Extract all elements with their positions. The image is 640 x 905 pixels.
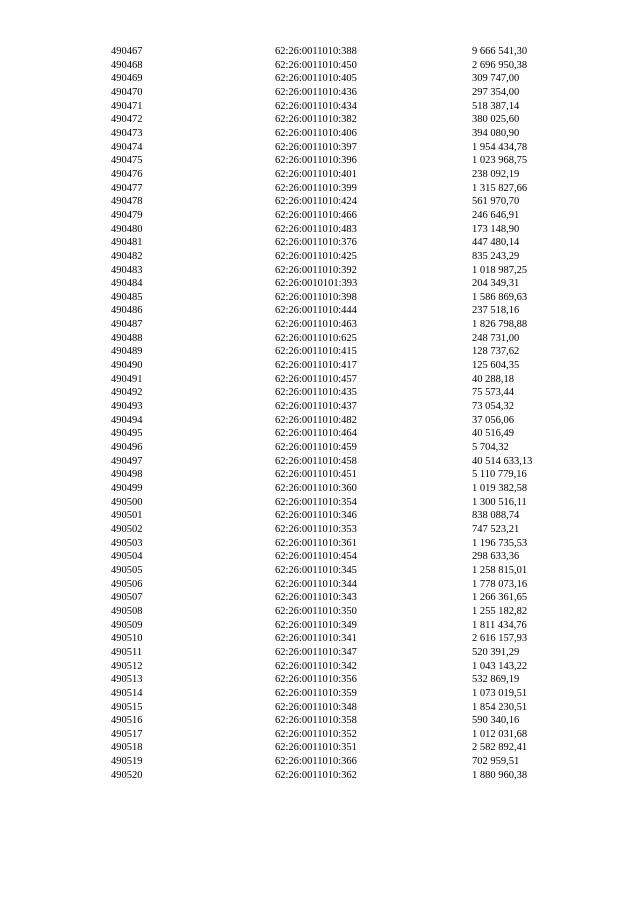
table-row	[0, 482, 640, 496]
table-row	[0, 277, 640, 291]
table-row	[0, 141, 640, 155]
row-number: 490493	[111, 401, 143, 413]
table-row	[0, 455, 640, 469]
cadastral-number: 62:26:0011010:435	[275, 387, 357, 399]
table-row	[0, 373, 640, 387]
table-row	[0, 564, 640, 578]
cadastral-value: 835 243,29	[472, 250, 520, 262]
cadastral-number: 62:26:0011010:353	[275, 523, 357, 535]
row-number: 490502	[111, 523, 143, 535]
cadastral-value: 1 266 361,65	[472, 592, 528, 604]
table-row	[0, 304, 640, 318]
cadastral-number: 62:26:0011010:459	[275, 442, 357, 454]
row-number: 490495	[111, 428, 143, 440]
table-row	[0, 332, 640, 346]
table-row	[0, 605, 640, 619]
cadastral-number: 62:26:0011010:350	[275, 605, 357, 617]
cadastral-number: 62:26:0011010:396	[275, 155, 357, 167]
table-row	[0, 100, 640, 114]
cadastral-value: 1 826 798,88	[472, 319, 528, 331]
cadastral-value: 747 523,21	[472, 523, 520, 535]
table-row	[0, 414, 640, 428]
cadastral-number: 62:26:0011010:397	[275, 141, 357, 153]
cadastral-number: 62:26:0011010:425	[275, 250, 357, 262]
cadastral-number: 62:26:0011010:483	[275, 223, 357, 235]
row-number: 490505	[111, 564, 143, 576]
cadastral-number: 62:26:0011010:417	[275, 360, 357, 372]
table-row	[0, 359, 640, 373]
row-number: 490513	[111, 674, 143, 686]
table-row	[0, 509, 640, 523]
cadastral-number: 62:26:0011010:349	[275, 619, 357, 631]
row-number: 490520	[111, 769, 143, 781]
cadastral-value: 838 088,74	[472, 510, 520, 522]
row-number: 490481	[111, 237, 143, 249]
cadastral-value: 518 387,14	[472, 100, 520, 112]
row-number: 490473	[111, 127, 143, 139]
cadastral-number: 62:26:0011010:392	[275, 264, 357, 276]
table-row	[0, 578, 640, 592]
table-row	[0, 400, 640, 414]
cadastral-value: 1 073 019,51	[472, 687, 528, 699]
table-row	[0, 154, 640, 168]
cadastral-number: 62:26:0011010:344	[275, 578, 357, 590]
cadastral-value: 1 315 827,66	[472, 182, 528, 194]
cadastral-number: 62:26:0011010:382	[275, 114, 357, 126]
cadastral-value: 40 288,18	[472, 373, 514, 385]
cadastral-value: 5 704,32	[472, 442, 509, 454]
row-number: 490482	[111, 250, 143, 262]
table-row	[0, 223, 640, 237]
cadastral-number: 62:26:0011010:436	[275, 86, 357, 98]
cadastral-number: 62:26:0011010:361	[275, 537, 357, 549]
row-number: 490479	[111, 209, 143, 221]
cadastral-number: 62:26:0011010:450	[275, 59, 357, 71]
row-number: 490471	[111, 100, 143, 112]
cadastral-value: 1 854 230,51	[472, 701, 528, 713]
cadastral-value: 248 731,00	[472, 332, 520, 344]
row-number: 490472	[111, 114, 143, 126]
cadastral-value: 125 604,35	[472, 360, 520, 372]
table-row	[0, 714, 640, 728]
cadastral-value-table	[0, 45, 640, 782]
row-number: 490515	[111, 701, 143, 713]
cadastral-value: 40 514 633,13	[472, 455, 533, 467]
cadastral-value: 173 148,90	[472, 223, 520, 235]
table-row	[0, 468, 640, 482]
cadastral-value: 75 573,44	[472, 387, 514, 399]
cadastral-value: 1 018 987,25	[472, 264, 528, 276]
row-number: 490489	[111, 346, 143, 358]
row-number: 490478	[111, 196, 143, 208]
cadastral-number: 62:26:0011010:366	[275, 756, 357, 768]
cadastral-number: 62:26:0011010:354	[275, 496, 357, 508]
cadastral-value: 380 025,60	[472, 114, 520, 126]
row-number: 490512	[111, 660, 143, 672]
cadastral-value: 1 880 960,38	[472, 769, 528, 781]
table-row	[0, 687, 640, 701]
cadastral-value: 520 391,29	[472, 646, 520, 658]
row-number: 490467	[111, 46, 143, 57]
row-number: 490500	[111, 496, 143, 508]
row-number: 490486	[111, 305, 143, 317]
table-row	[0, 386, 640, 400]
cadastral-number: 62:26:0011010:351	[275, 742, 357, 754]
row-number: 490488	[111, 332, 143, 344]
cadastral-number: 62:26:0011010:464	[275, 428, 357, 440]
cadastral-value: 37 056,06	[472, 414, 514, 426]
row-number: 490476	[111, 168, 143, 180]
table-row	[0, 673, 640, 687]
cadastral-number: 62:26:0011010:356	[275, 674, 357, 686]
cadastral-value: 309 747,00	[472, 73, 520, 85]
table-row	[0, 769, 640, 783]
cadastral-number: 62:26:0011010:398	[275, 291, 357, 303]
cadastral-value: 298 633,36	[472, 551, 520, 563]
table-row	[0, 168, 640, 182]
cadastral-value: 1 258 815,01	[472, 564, 528, 576]
cadastral-number: 62:26:0011010:406	[275, 127, 357, 139]
cadastral-value: 2 616 157,93	[472, 633, 528, 645]
cadastral-value: 1 255 182,82	[472, 605, 528, 617]
cadastral-value: 561 970,70	[472, 196, 520, 208]
table-row	[0, 182, 640, 196]
table-row	[0, 195, 640, 209]
cadastral-value: 394 080,90	[472, 127, 520, 139]
cadastral-number: 62:26:0011010:388	[275, 46, 357, 57]
row-number: 490516	[111, 715, 143, 727]
cadastral-value: 1 954 434,78	[472, 141, 528, 153]
cadastral-value: 1 019 382,58	[472, 483, 528, 494]
table-row	[0, 318, 640, 332]
table-row	[0, 523, 640, 537]
cadastral-number: 62:26:0011010:482	[275, 414, 357, 426]
table-row	[0, 113, 640, 127]
cadastral-value: 702 959,51	[472, 756, 520, 768]
cadastral-number: 62:26:0011010:454	[275, 551, 357, 563]
table-row	[0, 591, 640, 605]
row-number: 490508	[111, 605, 143, 617]
table-row	[0, 291, 640, 305]
cadastral-value: 2 696 950,38	[472, 59, 528, 71]
cadastral-value: 1 778 073,16	[472, 578, 528, 590]
row-number: 490492	[111, 387, 143, 399]
cadastral-number: 62:26:0010101:393	[275, 278, 358, 290]
row-number: 490517	[111, 728, 143, 740]
row-number: 490499	[111, 483, 143, 494]
row-number: 490491	[111, 373, 143, 385]
row-number: 490483	[111, 264, 143, 276]
row-number: 490485	[111, 291, 143, 303]
cadastral-number: 62:26:0011010:405	[275, 73, 357, 85]
cadastral-number: 62:26:0011010:457	[275, 373, 357, 385]
table-row	[0, 72, 640, 86]
cadastral-number: 62:26:0011010:362	[275, 769, 357, 781]
cadastral-value: 447 480,14	[472, 237, 520, 249]
row-number: 490504	[111, 551, 143, 563]
cadastral-number: 62:26:0011010:415	[275, 346, 357, 358]
row-number: 490509	[111, 619, 143, 631]
cadastral-number: 62:26:0011010:358	[275, 715, 357, 727]
cadastral-number: 62:26:0011010:463	[275, 319, 357, 331]
row-number: 490519	[111, 756, 143, 768]
table-row	[0, 236, 640, 250]
table-row	[0, 45, 640, 59]
cadastral-number: 62:26:0011010:466	[275, 209, 357, 221]
row-number: 490496	[111, 442, 143, 454]
cadastral-value: 5 110 779,16	[472, 469, 527, 481]
table-row	[0, 59, 640, 73]
row-number: 490501	[111, 510, 143, 522]
cadastral-number: 62:26:0011010:347	[275, 646, 357, 658]
table-row	[0, 619, 640, 633]
table-row	[0, 632, 640, 646]
table-row	[0, 755, 640, 769]
row-number: 490506	[111, 578, 143, 590]
row-number: 490480	[111, 223, 143, 235]
row-number: 490490	[111, 360, 143, 372]
cadastral-value: 1 196 735,53	[472, 537, 528, 549]
row-number: 490469	[111, 73, 143, 85]
row-number: 490474	[111, 141, 143, 153]
row-number: 490487	[111, 319, 143, 331]
cadastral-number: 62:26:0011010:343	[275, 592, 357, 604]
cadastral-value: 40 516,49	[472, 428, 514, 440]
cadastral-value: 1 586 869,63	[472, 291, 528, 303]
cadastral-value: 1 811 434,76	[472, 619, 527, 631]
cadastral-number: 62:26:0011010:376	[275, 237, 357, 249]
cadastral-value: 204 349,31	[472, 278, 520, 290]
table-row	[0, 127, 640, 141]
cadastral-number: 62:26:0011010:348	[275, 701, 357, 713]
row-number: 490507	[111, 592, 143, 604]
cadastral-value: 2 582 892,41	[472, 742, 528, 754]
table-row	[0, 250, 640, 264]
cadastral-number: 62:26:0011010:451	[275, 469, 357, 481]
cadastral-value: 238 092,19	[472, 168, 520, 180]
table-row	[0, 646, 640, 660]
table-row	[0, 345, 640, 359]
cadastral-value: 128 737,62	[472, 346, 520, 358]
row-number: 490514	[111, 687, 143, 699]
cadastral-number: 62:26:0011010:444	[275, 305, 357, 317]
cadastral-number: 62:26:0011010:341	[275, 633, 357, 645]
cadastral-number: 62:26:0011010:342	[275, 660, 357, 672]
row-number: 490498	[111, 469, 143, 481]
row-number: 490511	[111, 646, 143, 658]
cadastral-value: 237 518,16	[472, 305, 520, 317]
cadastral-number: 62:26:0011010:352	[275, 728, 357, 740]
cadastral-number: 62:26:0011010:458	[275, 455, 357, 467]
row-number: 490494	[111, 414, 143, 426]
table-row	[0, 701, 640, 715]
row-number: 490470	[111, 86, 143, 98]
table-row	[0, 264, 640, 278]
table-row	[0, 441, 640, 455]
cadastral-value: 590 340,16	[472, 715, 520, 727]
table-row	[0, 660, 640, 674]
cadastral-number: 62:26:0011010:401	[275, 168, 357, 180]
table-row	[0, 209, 640, 223]
cadastral-number: 62:26:0011010:625	[275, 332, 357, 344]
cadastral-number: 62:26:0011010:346	[275, 510, 357, 522]
row-number: 490468	[111, 59, 143, 71]
cadastral-number: 62:26:0011010:424	[275, 196, 357, 208]
row-number: 490475	[111, 155, 143, 167]
cadastral-value: 1 012 031,68	[472, 728, 528, 740]
cadastral-number: 62:26:0011010:434	[275, 100, 357, 112]
table-row	[0, 496, 640, 510]
cadastral-value: 73 054,32	[472, 401, 514, 413]
row-number: 490497	[111, 455, 143, 467]
cadastral-value: 1 043 143,22	[472, 660, 528, 672]
cadastral-number: 62:26:0011010:437	[275, 401, 357, 413]
table-row	[0, 537, 640, 551]
row-number: 490518	[111, 742, 143, 754]
cadastral-value: 246 646,91	[472, 209, 520, 221]
cadastral-number: 62:26:0011010:399	[275, 182, 357, 194]
row-number: 490484	[111, 278, 143, 290]
cadastral-value: 1 023 968,75	[472, 155, 528, 167]
cadastral-number: 62:26:0011010:345	[275, 564, 357, 576]
cadastral-value: 9 666 541,30	[472, 46, 528, 57]
cadastral-number: 62:26:0011010:359	[275, 687, 357, 699]
table-row	[0, 728, 640, 742]
row-number: 490503	[111, 537, 143, 549]
table-row	[0, 427, 640, 441]
cadastral-value: 1 300 516,11	[472, 496, 527, 508]
cadastral-number: 62:26:0011010:360	[275, 483, 357, 494]
row-number: 490477	[111, 182, 143, 194]
cadastral-value: 532 869,19	[472, 674, 520, 686]
table-row	[0, 86, 640, 100]
cadastral-value: 297 354,00	[472, 86, 520, 98]
table-row	[0, 741, 640, 755]
table-row	[0, 550, 640, 564]
row-number: 490510	[111, 633, 143, 645]
